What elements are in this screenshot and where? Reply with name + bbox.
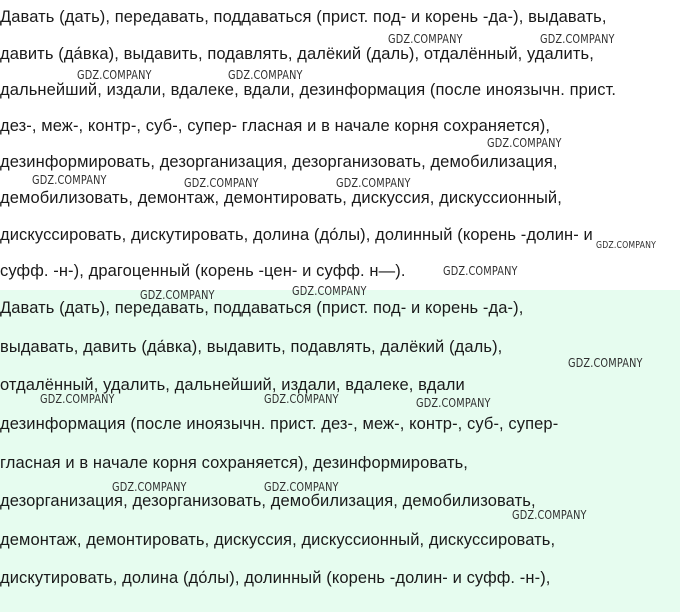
text-line: дискутировать, долина (до́лы), долинный (корень -долин- и суфф. -н-), <box>0 569 551 587</box>
text-line: отдалённый, удалить, дальнейший, издали, вдалеке, вдали <box>0 376 465 394</box>
watermark: GDZ.COMPANY <box>40 391 115 406</box>
text-line: дез-, меж-, контр-, суб-, супер- гласная и в начале корня сохраняется), <box>0 117 551 135</box>
watermark: GDZ.COMPANY <box>443 263 518 278</box>
watermark: GDZ.COMPANY <box>32 172 107 187</box>
highlighted-text-block <box>0 290 680 612</box>
watermark: GDZ.COMPANY <box>568 355 643 370</box>
text-line: демобилизовать, демонтаж, демонтировать, дискуссия, дискуссионный, <box>0 189 562 207</box>
text-line: демонтаж, демонтировать, дискуссия, дискуссионный, дискуссировать, <box>0 531 556 549</box>
watermark: GDZ.COMPANY <box>388 31 463 46</box>
watermark: GDZ.COMPANY <box>512 507 587 522</box>
text-line: Давать (дать), передавать, поддаваться (прист. под- и корень -да-), <box>0 299 524 317</box>
text-line: давить (да́вка), выдавить, подавлять, далёкий (даль), отдалённый, удалить, <box>0 45 594 63</box>
text-line: гласная и в начале корня сохраняется), дезинформировать, <box>0 454 468 472</box>
watermark: GDZ.COMPANY <box>487 135 562 150</box>
watermark: GDZ.COMPANY <box>184 175 259 190</box>
text-line: Давать (дать), передавать, поддаваться (прист. под- и корень -да-), выдавать, <box>0 8 607 26</box>
text-line: дискуссировать, дискутировать, долина (до́лы), долинный (корень -долин- и <box>0 226 593 244</box>
text-line: дезорганизация, дезорганизовать, демобилизация, демобилизовать, <box>0 492 536 510</box>
watermark: GDZ.COMPANY <box>264 391 339 406</box>
watermark: GDZ.COMPANY <box>292 283 367 298</box>
watermark: GDZ.COMPANY <box>112 479 187 494</box>
watermark: GDZ.COMPANY <box>228 67 303 82</box>
text-line: дезинформировать, дезорганизация, дезорганизовать, демобилизация, <box>0 153 558 171</box>
watermark: GDZ.COMPANY <box>540 31 615 46</box>
original-text-block <box>0 0 680 290</box>
watermark: GDZ.COMPANY <box>77 67 152 82</box>
watermark: GDZ.COMPANY <box>336 175 411 190</box>
watermark: GDZ.COMPANY <box>264 479 339 494</box>
text-line: дезинформация (после иноязычн. прист. дез-, меж-, контр-, суб-, супер- <box>0 415 559 433</box>
text-line: суфф. -н-), драгоценный (корень -цен- и суфф. н—). <box>0 262 406 280</box>
text-line: выдавать, давить (да́вка), выдавить, подавлять, далёкий (даль), <box>0 338 503 356</box>
watermark: GDZ.COMPANY <box>416 395 491 410</box>
watermark: GDZ.COMPANY <box>140 287 215 302</box>
watermark: GDZ.COMPANY <box>596 240 657 251</box>
text-line: дальнейший, издали, вдалеке, вдали, дезинформация (после иноязычн. прист. <box>0 81 617 99</box>
